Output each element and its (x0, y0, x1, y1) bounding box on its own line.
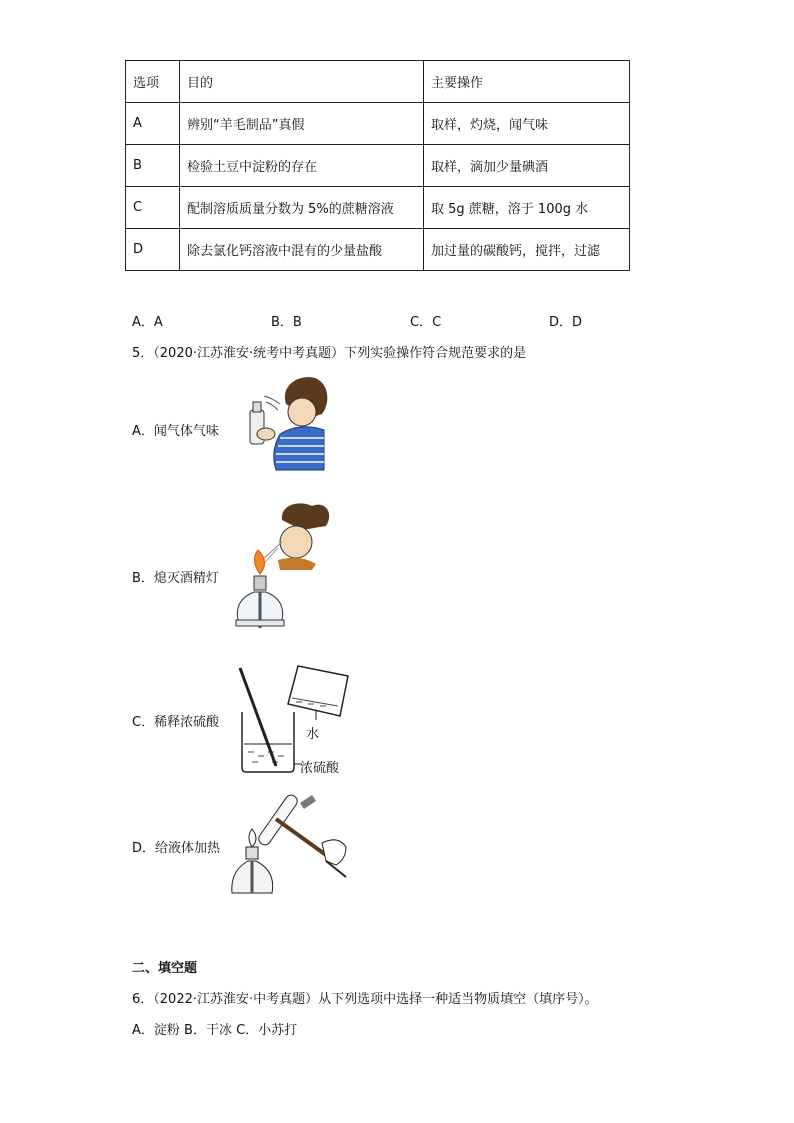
table-row (126, 103, 630, 145)
smelling-gas-illustration (240, 374, 330, 474)
table-row (126, 145, 630, 187)
table-cell: 取样，滴加少量碘酒 (424, 145, 630, 187)
table-cell: 取样，灼烧，闻气味 (424, 103, 630, 145)
table-cell: C (126, 187, 180, 229)
q4-option-a: A．A (132, 315, 163, 330)
q4-option-c: C．C (410, 315, 442, 330)
table-cell: 辨别“羊毛制品”真假 (180, 103, 424, 145)
q5-option-c: C．稀释浓硫酸 (132, 715, 220, 730)
q4-option-b: B．B (271, 315, 302, 330)
table-cell: 除去氯化钙溶液中混有的少量盐酸 (180, 229, 424, 271)
section-title: 二、填空题 (132, 961, 198, 976)
table-cell: D (126, 229, 180, 271)
q5-option-b: B．熄灭酒精灯 (132, 571, 219, 586)
label-water: 水 (306, 727, 320, 742)
table-cell: A (126, 103, 180, 145)
table-header-cell: 主要操作 (424, 61, 630, 103)
table-cell: 配制溶质质量分数为 5%的蔗糖溶液 (180, 187, 424, 229)
table-cell: 加过量的碳酸钙，搅拌，过滤 (424, 229, 630, 271)
table-header-row (126, 61, 630, 103)
label-concentrated-acid: 浓硫酸 (300, 761, 340, 776)
table-cell: 检验土豆中淀粉的存在 (180, 145, 424, 187)
table-header-cell: 选项 (126, 61, 180, 103)
q5-option-a: A．闻气体气味 (132, 424, 219, 439)
alcohol-lamp-blowing-illustration (230, 500, 340, 640)
q6-stem: 6．（2022·江苏淮安·中考真题）从下列选项中选择一种适当物质填空（填序号）。 (132, 992, 598, 1007)
table-cell: B (126, 145, 180, 187)
heating-liquid-illustration (230, 785, 350, 900)
q5-option-d: D．给液体加热 (132, 841, 221, 856)
table-cell: 取 5g 蔗糖，溶于 100g 水 (424, 187, 630, 229)
table-row (126, 229, 630, 271)
table-row (126, 187, 630, 229)
q5-stem: 5．（2020·江苏淮安·统考中考真题）下列实验操作符合规范要求的是 (132, 346, 527, 361)
comparison-table (125, 60, 630, 271)
q6-options: A．淀粉 B．干冰 C．小苏打 (132, 1023, 298, 1038)
table-header-cell: 目的 (180, 61, 424, 103)
q4-option-d: D．D (549, 315, 583, 330)
